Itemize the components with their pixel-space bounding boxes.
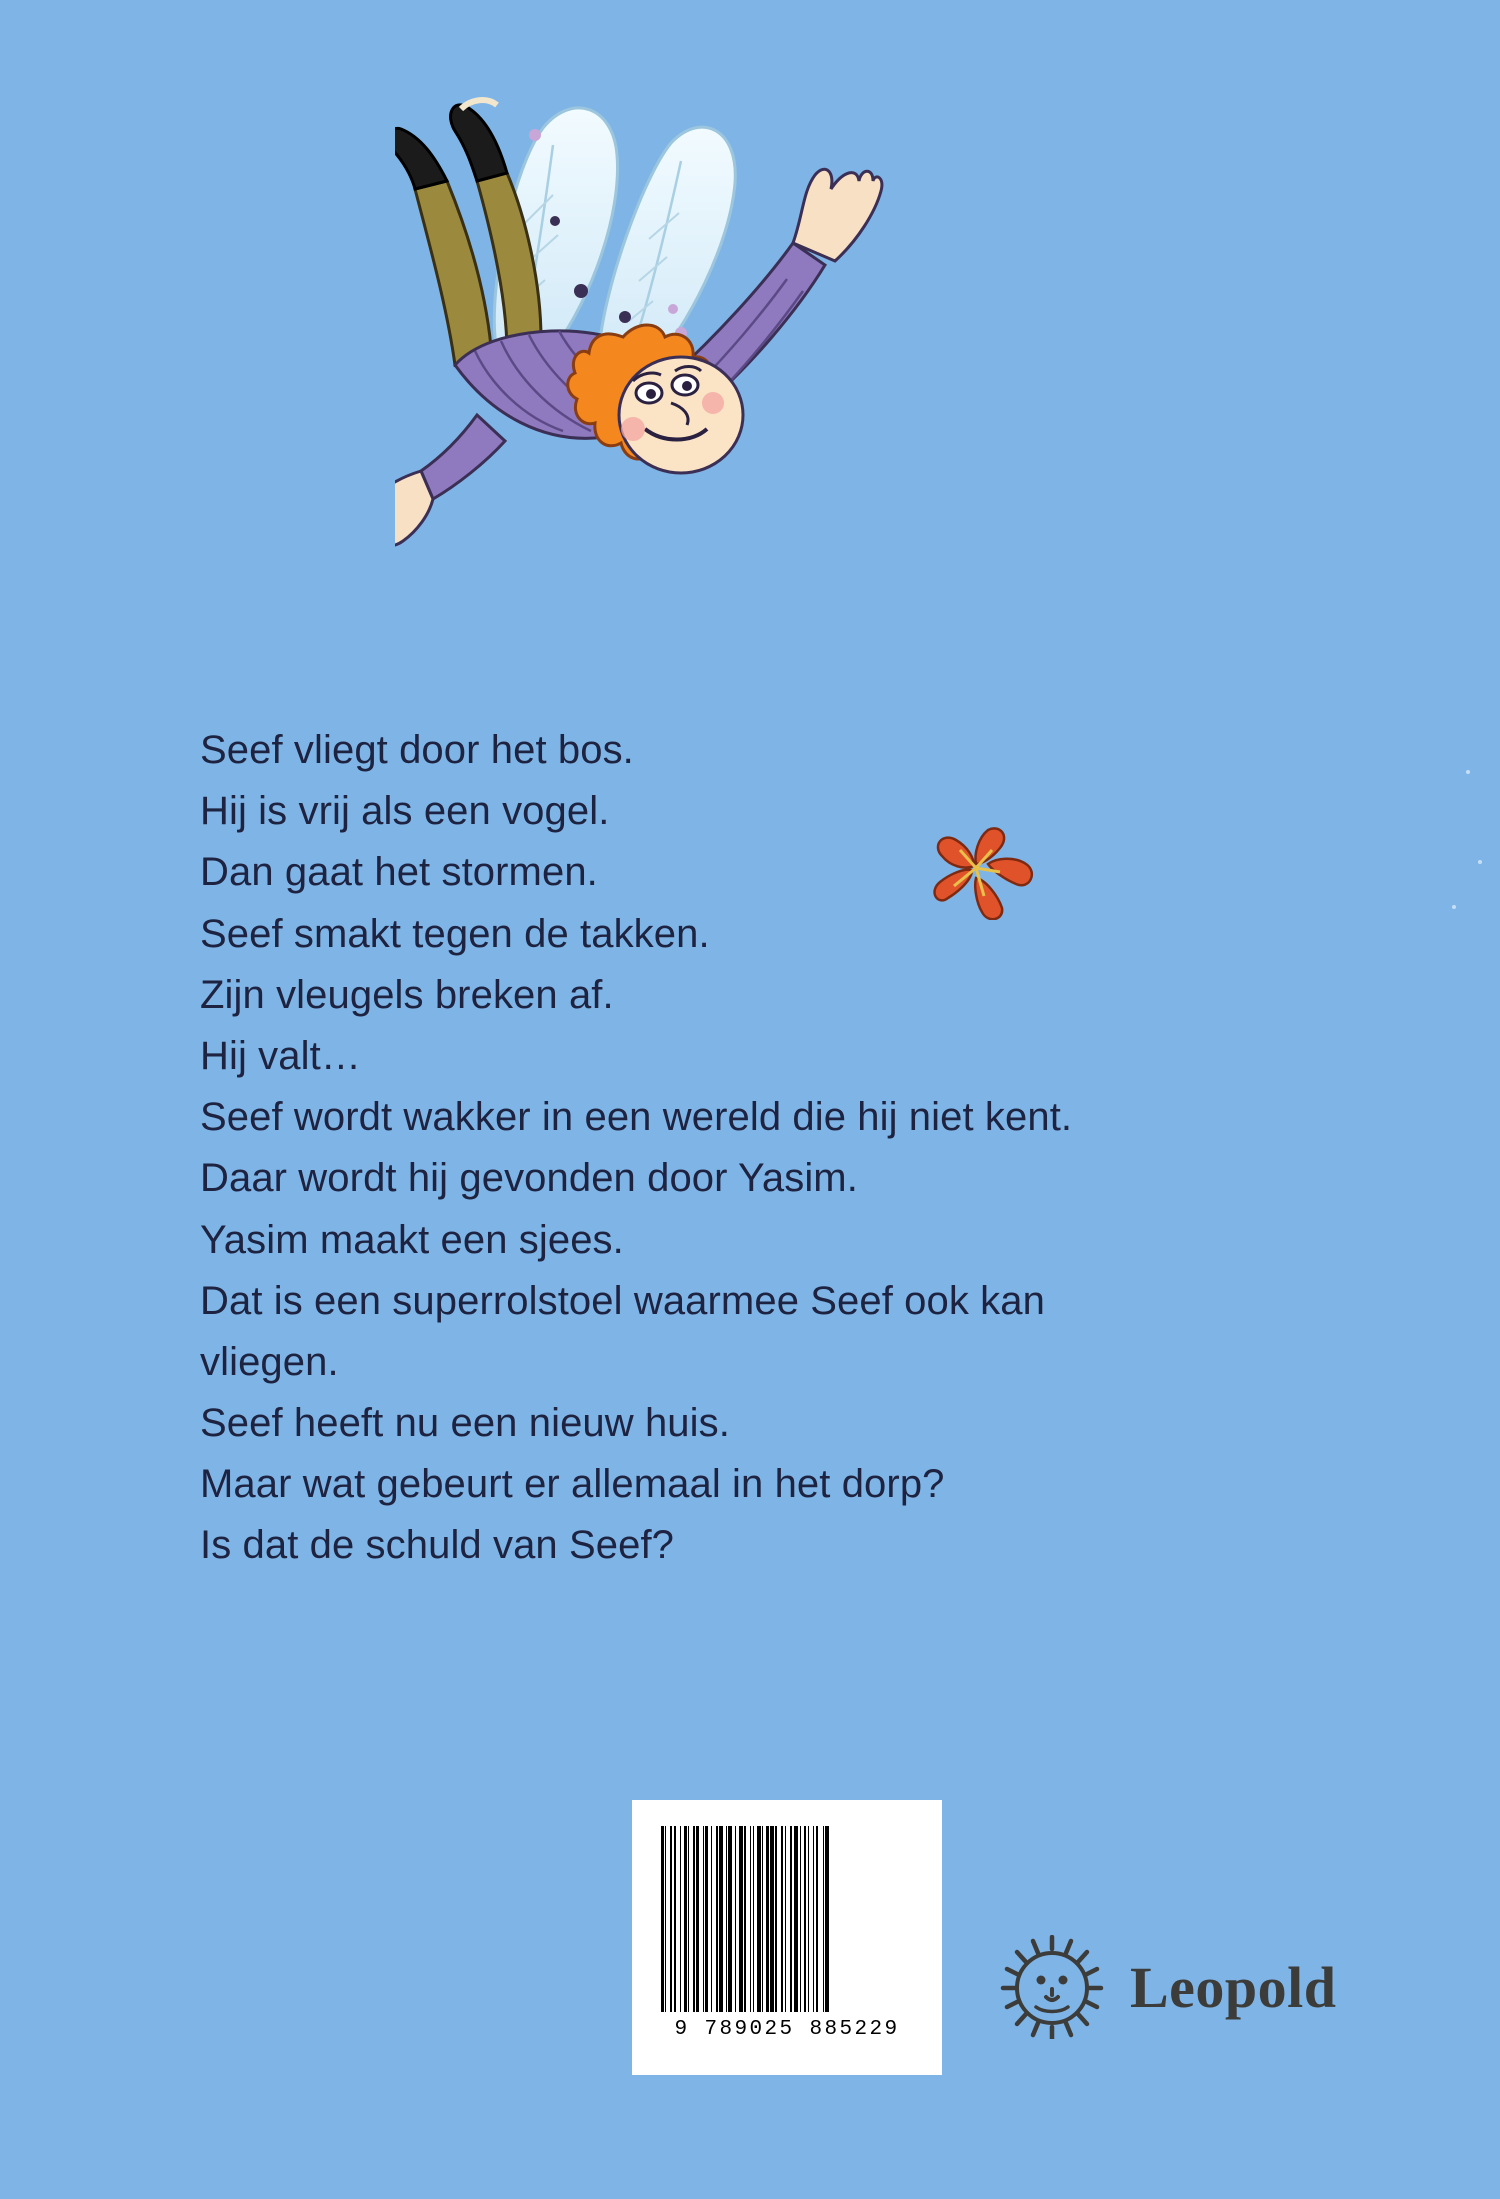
blurb-text (200, 720, 1330, 1577)
arm-down (395, 415, 505, 546)
blurb-line: Seef vliegt door het bos. (200, 728, 634, 772)
barcode-digits: 9 789025 885229 (674, 2018, 900, 2041)
blurb-line: vliegen. (200, 1339, 339, 1384)
speckle (1466, 770, 1470, 774)
speckle (1452, 905, 1456, 909)
lion-head-icon (1000, 1935, 1104, 2039)
blurb-line: Daar wordt hij gevonden door Yasim. (200, 1156, 858, 1201)
barcode-bars (661, 1826, 913, 2012)
isbn-barcode (632, 1800, 942, 2075)
blurb-line: Maar wat gebeurt er allemaal in het dorp? (200, 1462, 945, 1507)
blurb-line: Dat is een superrolstoel waarmee Seef ook kan (200, 1278, 1045, 1323)
blurb-line: Seef smakt tegen de takken. (200, 911, 710, 956)
publisher-logo (1000, 1935, 1337, 2039)
blurb-line: Yasim maakt een sjees. (200, 1217, 624, 1262)
blurb-line: Zijn vleugels breken af. (200, 972, 614, 1017)
publisher-name: Leopold (1130, 1954, 1337, 2020)
blurb-line: Seef heeft nu een nieuw huis. (200, 1401, 730, 1446)
legs (395, 100, 541, 365)
speckle (1478, 860, 1482, 864)
blurb-line: Hij is vrij als een vogel. (200, 789, 610, 834)
blurb-line: Is dat de schuld van Seef? (200, 1523, 675, 1568)
illustration-flying-boy (395, 85, 1075, 695)
blurb-line: Dan gaat het stormen. (200, 850, 598, 895)
blurb-line: Seef wordt wakker in een wereld die hij niet kent. (200, 1095, 1073, 1140)
blurb-line: Hij valt… (200, 1033, 361, 1078)
